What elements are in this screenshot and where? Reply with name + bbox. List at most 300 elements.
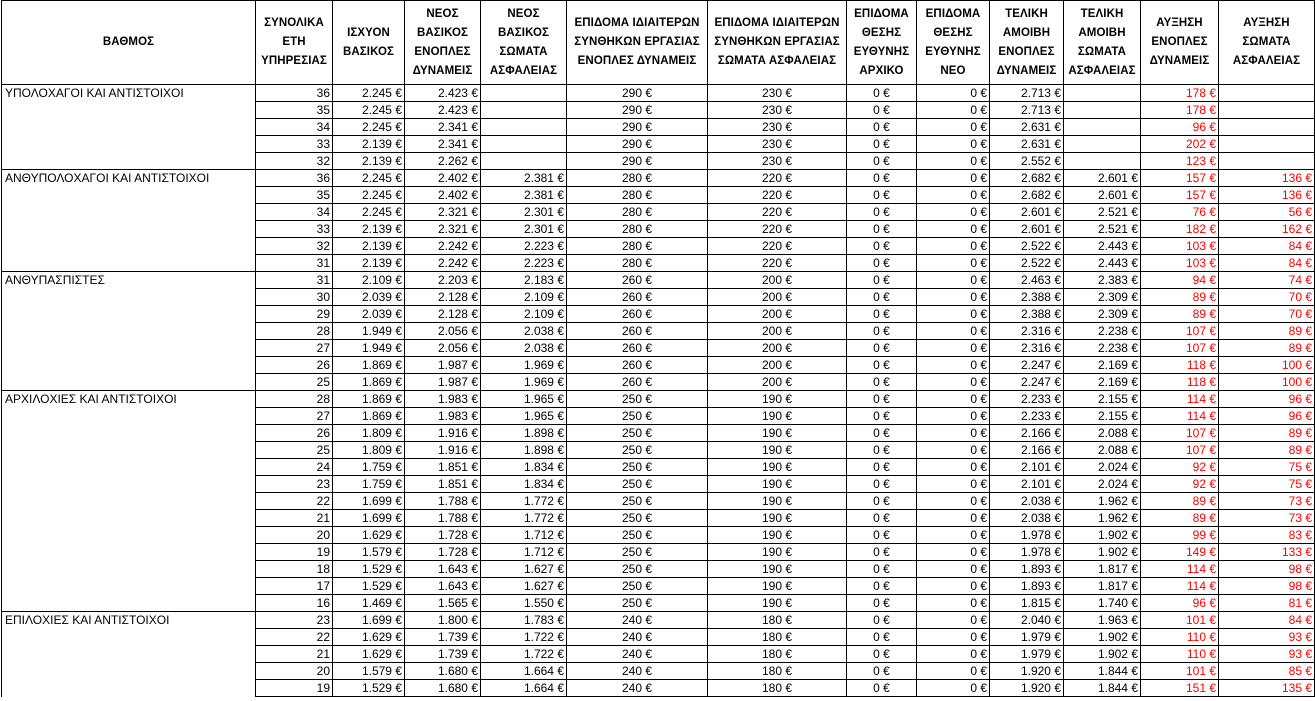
cell-increase-security: [1219, 102, 1315, 119]
cell-current-basic: 1.949 €: [333, 340, 405, 357]
cell-new-basic-armed: 2.203 €: [405, 272, 481, 289]
cell-increase-armed: 107 €: [1141, 323, 1219, 340]
cell-increase-security: 96 €: [1219, 408, 1315, 425]
cell-years: 30: [256, 289, 333, 306]
table-row: [2, 85, 1315, 102]
cell-allowance-security: 200 €: [708, 289, 847, 306]
cell-allowance-armed: 250 €: [567, 510, 708, 527]
table-row: [2, 323, 1315, 340]
cell-allowance-armed: 260 €: [567, 340, 708, 357]
cell-grade: ΕΠΙΛΟΧΙΕΣ ΚΑΙ ΑΝΤΙΣΤΟΙΧΟΙ: [2, 612, 256, 629]
cell-increase-armed: 114 €: [1141, 408, 1219, 425]
cell-new-basic-security: 2.301 €: [481, 221, 567, 238]
header-new-basic-armed: ΝΕΟΣ ΒΑΣΙΚΟΣ ΕΝΟΠΛΕΣ ΔΥΝΑΜΕΙΣ: [405, 1, 481, 85]
cell-years: 25: [256, 442, 333, 459]
cell-responsibility-new: 0 €: [917, 187, 990, 204]
cell-increase-armed: 149 €: [1141, 544, 1219, 561]
cell-final-security: [1064, 136, 1141, 153]
cell-allowance-armed: 260 €: [567, 272, 708, 289]
cell-final-armed: 2.682 €: [990, 170, 1064, 187]
cell-allowance-security: 190 €: [708, 595, 847, 612]
cell-new-basic-security: 1.898 €: [481, 442, 567, 459]
cell-final-security: 2.443 €: [1064, 255, 1141, 272]
cell-responsibility-new: 0 €: [917, 306, 990, 323]
cell-final-security: 1.844 €: [1064, 680, 1141, 697]
cell-responsibility-new: 0 €: [917, 136, 990, 153]
cell-grade: [2, 289, 256, 306]
cell-grade: [2, 357, 256, 374]
cell-final-security: 2.088 €: [1064, 442, 1141, 459]
cell-final-armed: 1.978 €: [990, 544, 1064, 561]
cell-increase-security: 56 €: [1219, 204, 1315, 221]
cell-final-armed: 2.601 €: [990, 221, 1064, 238]
cell-responsibility-initial: 0 €: [847, 374, 917, 391]
cell-increase-armed: 96 €: [1141, 595, 1219, 612]
cell-responsibility-new: 0 €: [917, 459, 990, 476]
cell-increase-security: 98 €: [1219, 561, 1315, 578]
table-row: [2, 272, 1315, 289]
cell-allowance-security: 180 €: [708, 646, 847, 663]
table-row: [2, 595, 1315, 612]
table-row: [2, 374, 1315, 391]
cell-final-armed: 2.682 €: [990, 187, 1064, 204]
cell-grade: [2, 425, 256, 442]
cell-increase-armed: 99 €: [1141, 527, 1219, 544]
cell-allowance-security: 230 €: [708, 102, 847, 119]
header-row: [2, 1, 1315, 85]
table-row: [2, 561, 1315, 578]
cell-current-basic: 1.579 €: [333, 663, 405, 680]
cell-final-security: 2.238 €: [1064, 340, 1141, 357]
cell-allowance-security: 220 €: [708, 221, 847, 238]
cell-final-armed: 1.920 €: [990, 680, 1064, 697]
cell-grade: [2, 102, 256, 119]
cell-final-security: 2.024 €: [1064, 476, 1141, 493]
cell-final-security: 2.309 €: [1064, 306, 1141, 323]
cell-increase-security: 73 €: [1219, 493, 1315, 510]
cell-new-basic-armed: 1.851 €: [405, 459, 481, 476]
cell-current-basic: 2.139 €: [333, 153, 405, 170]
cell-final-security: 2.521 €: [1064, 221, 1141, 238]
cell-current-basic: 1.809 €: [333, 425, 405, 442]
cell-allowance-security: 200 €: [708, 272, 847, 289]
cell-current-basic: 2.139 €: [333, 238, 405, 255]
cell-increase-security: 135 €: [1219, 680, 1315, 697]
cell-grade: [2, 544, 256, 561]
cell-responsibility-initial: 0 €: [847, 646, 917, 663]
cell-new-basic-security: 2.381 €: [481, 170, 567, 187]
cell-current-basic: 2.039 €: [333, 289, 405, 306]
cell-new-basic-security: 2.223 €: [481, 238, 567, 255]
cell-current-basic: 1.869 €: [333, 391, 405, 408]
cell-new-basic-armed: 2.423 €: [405, 102, 481, 119]
cell-allowance-armed: 240 €: [567, 680, 708, 697]
cell-increase-security: [1219, 153, 1315, 170]
cell-new-basic-armed: 2.402 €: [405, 187, 481, 204]
table-row: [2, 221, 1315, 238]
cell-new-basic-security: 2.301 €: [481, 204, 567, 221]
cell-increase-security: 73 €: [1219, 510, 1315, 527]
cell-final-security: 2.383 €: [1064, 272, 1141, 289]
cell-grade: [2, 255, 256, 272]
cell-increase-security: 85 €: [1219, 663, 1315, 680]
cell-responsibility-initial: 0 €: [847, 204, 917, 221]
cell-final-armed: 2.233 €: [990, 391, 1064, 408]
cell-allowance-armed: 250 €: [567, 561, 708, 578]
cell-responsibility-new: 0 €: [917, 391, 990, 408]
cell-current-basic: 1.949 €: [333, 323, 405, 340]
cell-new-basic-security: 2.038 €: [481, 340, 567, 357]
cell-new-basic-armed: 1.728 €: [405, 544, 481, 561]
cell-responsibility-initial: 0 €: [847, 629, 917, 646]
cell-responsibility-initial: 0 €: [847, 408, 917, 425]
cell-final-armed: 1.979 €: [990, 629, 1064, 646]
cell-allowance-armed: 280 €: [567, 255, 708, 272]
header-responsibility-initial: ΕΠΙΔΟΜΑ ΘΕΣΗΣ ΕΥΘΥΝΗΣ ΑΡΧΙΚΟ: [847, 1, 917, 85]
cell-final-security: 2.521 €: [1064, 204, 1141, 221]
cell-increase-security: 93 €: [1219, 646, 1315, 663]
cell-increase-armed: 151 €: [1141, 680, 1219, 697]
cell-allowance-armed: 280 €: [567, 187, 708, 204]
cell-years: 16: [256, 595, 333, 612]
table-row: [2, 408, 1315, 425]
cell-new-basic-security: 2.381 €: [481, 187, 567, 204]
cell-allowance-security: 230 €: [708, 85, 847, 102]
cell-final-armed: 2.316 €: [990, 340, 1064, 357]
cell-new-basic-armed: 2.262 €: [405, 153, 481, 170]
cell-new-basic-armed: 1.916 €: [405, 442, 481, 459]
cell-new-basic-armed: 2.321 €: [405, 204, 481, 221]
cell-years: 31: [256, 255, 333, 272]
cell-final-security: 2.309 €: [1064, 289, 1141, 306]
cell-final-armed: 2.522 €: [990, 238, 1064, 255]
table-row: [2, 119, 1315, 136]
cell-final-armed: 2.601 €: [990, 204, 1064, 221]
cell-new-basic-armed: 2.128 €: [405, 306, 481, 323]
cell-final-armed: 2.247 €: [990, 357, 1064, 374]
table-row: [2, 680, 1315, 697]
cell-allowance-security: 220 €: [708, 204, 847, 221]
cell-final-armed: 1.893 €: [990, 561, 1064, 578]
cell-current-basic: 2.139 €: [333, 221, 405, 238]
cell-final-security: 2.169 €: [1064, 357, 1141, 374]
cell-allowance-security: 180 €: [708, 663, 847, 680]
cell-allowance-security: 190 €: [708, 561, 847, 578]
cell-increase-security: 89 €: [1219, 425, 1315, 442]
cell-new-basic-security: 1.772 €: [481, 493, 567, 510]
cell-allowance-armed: 290 €: [567, 119, 708, 136]
cell-grade: [2, 238, 256, 255]
table-row: [2, 187, 1315, 204]
cell-allowance-security: 190 €: [708, 391, 847, 408]
cell-responsibility-initial: 0 €: [847, 493, 917, 510]
cell-increase-security: [1219, 85, 1315, 102]
cell-final-armed: 2.713 €: [990, 85, 1064, 102]
cell-allowance-security: 220 €: [708, 170, 847, 187]
cell-grade: [2, 476, 256, 493]
cell-responsibility-initial: 0 €: [847, 187, 917, 204]
cell-increase-armed: 114 €: [1141, 561, 1219, 578]
cell-allowance-security: 190 €: [708, 408, 847, 425]
cell-new-basic-security: 1.722 €: [481, 629, 567, 646]
cell-allowance-armed: 290 €: [567, 136, 708, 153]
header-years: ΣΥΝΟΛΙΚΑ ΕΤΗ ΥΠΗΡΕΣΙΑΣ: [256, 1, 333, 85]
cell-new-basic-armed: 1.788 €: [405, 510, 481, 527]
cell-new-basic-security: 1.712 €: [481, 544, 567, 561]
cell-responsibility-initial: 0 €: [847, 289, 917, 306]
cell-increase-security: 84 €: [1219, 238, 1315, 255]
cell-allowance-security: 190 €: [708, 476, 847, 493]
cell-grade: [2, 153, 256, 170]
cell-responsibility-initial: 0 €: [847, 170, 917, 187]
cell-years: 20: [256, 663, 333, 680]
cell-final-security: 1.844 €: [1064, 663, 1141, 680]
cell-increase-security: 96 €: [1219, 391, 1315, 408]
header-new-basic-security: ΝΕΟΣ ΒΑΣΙΚΟΣ ΣΩΜΑΤΑ ΑΣΦΑΛΕΙΑΣ: [481, 1, 567, 85]
cell-allowance-security: 230 €: [708, 153, 847, 170]
cell-allowance-armed: 280 €: [567, 221, 708, 238]
cell-responsibility-new: 0 €: [917, 493, 990, 510]
cell-final-armed: 1.979 €: [990, 646, 1064, 663]
cell-new-basic-armed: 1.739 €: [405, 629, 481, 646]
cell-current-basic: 1.869 €: [333, 408, 405, 425]
table-row: [2, 544, 1315, 561]
cell-responsibility-initial: 0 €: [847, 510, 917, 527]
cell-increase-armed: 89 €: [1141, 510, 1219, 527]
cell-final-armed: 2.552 €: [990, 153, 1064, 170]
cell-new-basic-security: 1.550 €: [481, 595, 567, 612]
table-row: [2, 153, 1315, 170]
cell-increase-armed: 178 €: [1141, 85, 1219, 102]
cell-increase-security: 75 €: [1219, 459, 1315, 476]
cell-responsibility-initial: 0 €: [847, 323, 917, 340]
cell-final-security: 1.963 €: [1064, 612, 1141, 629]
table-row: [2, 663, 1315, 680]
cell-allowance-armed: 250 €: [567, 493, 708, 510]
table-row: [2, 255, 1315, 272]
cell-allowance-armed: 250 €: [567, 425, 708, 442]
cell-current-basic: 1.869 €: [333, 357, 405, 374]
cell-increase-armed: 89 €: [1141, 493, 1219, 510]
cell-allowance-armed: 250 €: [567, 544, 708, 561]
cell-increase-armed: 101 €: [1141, 663, 1219, 680]
cell-years: 36: [256, 170, 333, 187]
cell-current-basic: 1.629 €: [333, 646, 405, 663]
cell-years: 27: [256, 340, 333, 357]
cell-years: 19: [256, 680, 333, 697]
cell-allowance-security: 200 €: [708, 340, 847, 357]
cell-years: 29: [256, 306, 333, 323]
cell-responsibility-new: 0 €: [917, 238, 990, 255]
cell-current-basic: 2.245 €: [333, 187, 405, 204]
cell-final-security: 2.024 €: [1064, 459, 1141, 476]
cell-years: 18: [256, 561, 333, 578]
cell-new-basic-security: 1.664 €: [481, 680, 567, 697]
header-increase-armed: ΑΥΞΗΣΗ ΕΝΟΠΛΕΣ ΔΥΝΑΜΕΙΣ: [1141, 1, 1219, 85]
cell-allowance-armed: 290 €: [567, 153, 708, 170]
cell-years: 23: [256, 612, 333, 629]
cell-final-armed: 1.893 €: [990, 578, 1064, 595]
cell-allowance-security: 190 €: [708, 493, 847, 510]
cell-responsibility-new: 0 €: [917, 272, 990, 289]
cell-allowance-armed: 250 €: [567, 459, 708, 476]
cell-increase-security: 93 €: [1219, 629, 1315, 646]
cell-new-basic-armed: 2.056 €: [405, 340, 481, 357]
table-row: [2, 102, 1315, 119]
cell-responsibility-new: 0 €: [917, 595, 990, 612]
cell-responsibility-new: 0 €: [917, 612, 990, 629]
cell-responsibility-initial: 0 €: [847, 595, 917, 612]
cell-final-security: 1.962 €: [1064, 510, 1141, 527]
cell-new-basic-security: 1.834 €: [481, 476, 567, 493]
cell-responsibility-initial: 0 €: [847, 85, 917, 102]
cell-increase-security: 84 €: [1219, 612, 1315, 629]
cell-grade: [2, 629, 256, 646]
cell-increase-security: 100 €: [1219, 374, 1315, 391]
cell-years: 21: [256, 646, 333, 663]
cell-increase-security: 136 €: [1219, 170, 1315, 187]
cell-responsibility-new: 0 €: [917, 119, 990, 136]
cell-new-basic-armed: 1.680 €: [405, 663, 481, 680]
table-row: [2, 629, 1315, 646]
cell-new-basic-security: 1.772 €: [481, 510, 567, 527]
cell-allowance-security: 220 €: [708, 187, 847, 204]
cell-years: 28: [256, 391, 333, 408]
cell-final-security: 2.238 €: [1064, 323, 1141, 340]
cell-allowance-armed: 260 €: [567, 374, 708, 391]
cell-allowance-security: 190 €: [708, 527, 847, 544]
cell-new-basic-security: 1.965 €: [481, 408, 567, 425]
cell-allowance-security: 190 €: [708, 544, 847, 561]
cell-grade: [2, 595, 256, 612]
cell-allowance-armed: 240 €: [567, 646, 708, 663]
cell-responsibility-new: 0 €: [917, 357, 990, 374]
table-row: [2, 391, 1315, 408]
cell-responsibility-new: 0 €: [917, 255, 990, 272]
cell-increase-security: 162 €: [1219, 221, 1315, 238]
cell-grade: [2, 646, 256, 663]
cell-final-security: [1064, 153, 1141, 170]
cell-years: 21: [256, 510, 333, 527]
cell-years: 33: [256, 221, 333, 238]
cell-new-basic-armed: 1.987 €: [405, 374, 481, 391]
cell-allowance-security: 190 €: [708, 578, 847, 595]
cell-current-basic: 1.809 €: [333, 442, 405, 459]
cell-allowance-security: 190 €: [708, 425, 847, 442]
cell-years: 34: [256, 119, 333, 136]
cell-allowance-security: 230 €: [708, 136, 847, 153]
cell-grade: [2, 442, 256, 459]
cell-responsibility-new: 0 €: [917, 408, 990, 425]
cell-responsibility-initial: 0 €: [847, 612, 917, 629]
cell-increase-armed: 103 €: [1141, 238, 1219, 255]
cell-final-armed: 2.631 €: [990, 136, 1064, 153]
cell-responsibility-initial: 0 €: [847, 136, 917, 153]
cell-current-basic: 2.245 €: [333, 85, 405, 102]
cell-new-basic-security: 1.898 €: [481, 425, 567, 442]
cell-grade: [2, 340, 256, 357]
cell-increase-security: 136 €: [1219, 187, 1315, 204]
table-row: [2, 578, 1315, 595]
header-final-armed: ΤΕΛΙΚΗ ΑΜΟΙΒΗ ΕΝΟΠΛΕΣ ΔΥΝΑΜΕΙΣ: [990, 1, 1064, 85]
cell-responsibility-initial: 0 €: [847, 476, 917, 493]
header-allowance-security: ΕΠΙΔΟΜΑ ΙΔΙΑΙΤΕΡΩΝ ΣΥΝΘΗΚΩΝ ΕΡΓΑΣΙΑΣ ΣΩΜΑΤΑ ΑΣΦΑΛΕΙΑΣ: [708, 1, 847, 85]
cell-grade: [2, 561, 256, 578]
header-grade: ΒΑΘΜΟΣ: [2, 1, 256, 85]
cell-increase-armed: 157 €: [1141, 187, 1219, 204]
cell-responsibility-initial: 0 €: [847, 102, 917, 119]
cell-increase-security: 89 €: [1219, 442, 1315, 459]
cell-new-basic-armed: 2.402 €: [405, 170, 481, 187]
cell-responsibility-initial: 0 €: [847, 221, 917, 238]
cell-final-armed: 2.388 €: [990, 289, 1064, 306]
cell-grade: [2, 374, 256, 391]
cell-responsibility-initial: 0 €: [847, 527, 917, 544]
cell-increase-armed: 92 €: [1141, 476, 1219, 493]
cell-grade: ΑΡΧΙΛΟΧΙΕΣ ΚΑΙ ΑΝΤΙΣΤΟΙΧΟΙ: [2, 391, 256, 408]
cell-new-basic-armed: 1.800 €: [405, 612, 481, 629]
cell-new-basic-security: [481, 136, 567, 153]
cell-responsibility-initial: 0 €: [847, 663, 917, 680]
cell-years: 28: [256, 323, 333, 340]
cell-allowance-armed: 250 €: [567, 442, 708, 459]
cell-current-basic: 1.529 €: [333, 561, 405, 578]
cell-responsibility-new: 0 €: [917, 289, 990, 306]
header-final-security: ΤΕΛΙΚΗ ΑΜΟΙΒΗ ΣΩΜΑΤΑ ΑΣΦΑΛΕΙΑΣ: [1064, 1, 1141, 85]
cell-responsibility-new: 0 €: [917, 442, 990, 459]
cell-allowance-armed: 260 €: [567, 289, 708, 306]
cell-current-basic: 2.245 €: [333, 119, 405, 136]
cell-final-security: 1.962 €: [1064, 493, 1141, 510]
cell-final-armed: 2.522 €: [990, 255, 1064, 272]
cell-allowance-security: 230 €: [708, 119, 847, 136]
cell-allowance-armed: 240 €: [567, 663, 708, 680]
cell-final-security: 2.443 €: [1064, 238, 1141, 255]
cell-final-security: 2.088 €: [1064, 425, 1141, 442]
table-row: [2, 459, 1315, 476]
table-row: [2, 238, 1315, 255]
cell-responsibility-new: 0 €: [917, 527, 990, 544]
cell-allowance-armed: 260 €: [567, 306, 708, 323]
cell-responsibility-new: 0 €: [917, 374, 990, 391]
cell-increase-armed: 107 €: [1141, 425, 1219, 442]
cell-increase-armed: 110 €: [1141, 646, 1219, 663]
cell-years: 31: [256, 272, 333, 289]
cell-current-basic: 1.699 €: [333, 510, 405, 527]
table-row: [2, 425, 1315, 442]
cell-final-security: [1064, 102, 1141, 119]
cell-final-armed: 2.233 €: [990, 408, 1064, 425]
cell-responsibility-new: 0 €: [917, 153, 990, 170]
cell-responsibility-new: 0 €: [917, 323, 990, 340]
cell-final-armed: 1.815 €: [990, 595, 1064, 612]
cell-new-basic-security: 2.109 €: [481, 306, 567, 323]
cell-current-basic: 1.699 €: [333, 493, 405, 510]
cell-final-armed: 1.978 €: [990, 527, 1064, 544]
cell-current-basic: 2.245 €: [333, 170, 405, 187]
cell-increase-security: 98 €: [1219, 578, 1315, 595]
cell-current-basic: 2.245 €: [333, 204, 405, 221]
cell-increase-armed: 101 €: [1141, 612, 1219, 629]
header-allowance-armed: ΕΠΙΔΟΜΑ ΙΔΙΑΙΤΕΡΩΝ ΣΥΝΘΗΚΩΝ ΕΡΓΑΣΙΑΣ ΕΝΟΠΛΕΣ ΔΥΝΑΜΕΙΣ: [567, 1, 708, 85]
cell-new-basic-armed: 1.728 €: [405, 527, 481, 544]
cell-new-basic-security: 1.627 €: [481, 578, 567, 595]
cell-allowance-security: 200 €: [708, 323, 847, 340]
cell-increase-security: 83 €: [1219, 527, 1315, 544]
cell-allowance-security: 200 €: [708, 357, 847, 374]
cell-final-security: 1.817 €: [1064, 578, 1141, 595]
cell-allowance-security: 200 €: [708, 306, 847, 323]
